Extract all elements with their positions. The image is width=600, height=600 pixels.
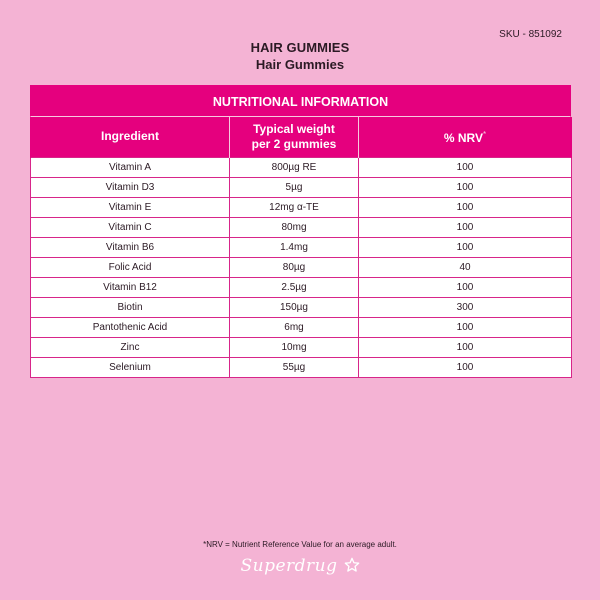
header-weight-line1: Typical weight xyxy=(253,121,335,136)
cell-nrv: 100 xyxy=(359,337,572,357)
sku-label: SKU - 851092 xyxy=(499,29,562,40)
table-row xyxy=(31,157,572,177)
cell-weight: 6mg xyxy=(230,317,359,337)
cell-weight: 800µg RE xyxy=(230,157,359,177)
table-row xyxy=(31,357,572,377)
cell-weight: 150µg xyxy=(230,297,359,317)
cell-nrv: 100 xyxy=(359,277,572,297)
header-ingredient: Ingredient xyxy=(31,117,230,157)
cell-weight: 1.4mg xyxy=(230,237,359,257)
product-title-upper: HAIR GUMMIES xyxy=(250,40,350,55)
brand-logo xyxy=(0,556,600,578)
brand-name: Superdrug xyxy=(240,556,338,576)
cell-ingredient: Zinc xyxy=(31,337,230,357)
cell-nrv: 100 xyxy=(359,197,572,217)
cell-ingredient: Vitamin E xyxy=(31,197,230,217)
header-weight-line2: per 2 gummies xyxy=(251,136,337,151)
cell-weight: 12mg α-TE xyxy=(230,197,359,217)
header-weight xyxy=(230,117,359,157)
product-titles xyxy=(0,40,600,73)
cell-ingredient: Pantothenic Acid xyxy=(31,317,230,337)
cell-weight: 55µg xyxy=(230,357,359,377)
table-row xyxy=(31,177,572,197)
table-title: NUTRITIONAL INFORMATION xyxy=(30,85,571,117)
table-row xyxy=(31,257,572,277)
cell-weight: 10mg xyxy=(230,337,359,357)
cell-ingredient: Vitamin D3 xyxy=(31,177,230,197)
table-row xyxy=(31,277,572,297)
cell-nrv: 100 xyxy=(359,177,572,197)
cell-weight: 80µg xyxy=(230,257,359,277)
header-nrv xyxy=(359,117,572,157)
header-nrv-label: % NRV xyxy=(443,131,483,146)
table-header-row xyxy=(31,117,572,157)
table-row xyxy=(31,197,572,217)
cell-weight: 5µg xyxy=(230,177,359,197)
table-row xyxy=(31,217,572,237)
nrv-asterisk: * xyxy=(483,130,487,140)
cell-ingredient: Vitamin B12 xyxy=(31,277,230,297)
nrv-footnote: *NRV = Nutrient Reference Value for an average adult. xyxy=(203,540,397,549)
cell-nrv: 40 xyxy=(359,257,572,277)
cell-ingredient: Folic Acid xyxy=(31,257,230,277)
cell-nrv: 100 xyxy=(359,217,572,237)
table-row xyxy=(31,297,572,317)
cell-ingredient: Biotin xyxy=(31,297,230,317)
cell-weight: 80mg xyxy=(230,217,359,237)
cell-weight: 2.5µg xyxy=(230,277,359,297)
cell-nrv: 300 xyxy=(359,297,572,317)
cell-nrv: 100 xyxy=(359,317,572,337)
cell-nrv: 100 xyxy=(359,357,572,377)
cell-ingredient: Selenium xyxy=(31,357,230,377)
cell-ingredient: Vitamin C xyxy=(31,217,230,237)
table-row xyxy=(31,237,572,257)
star-outline-icon xyxy=(344,557,360,578)
cell-ingredient: Vitamin B6 xyxy=(31,237,230,257)
cell-nrv: 100 xyxy=(359,157,572,177)
product-title: Hair Gummies xyxy=(255,57,345,72)
cell-nrv: 100 xyxy=(359,237,572,257)
cell-ingredient: Vitamin A xyxy=(31,157,230,177)
table-row xyxy=(31,317,572,337)
table-row xyxy=(31,337,572,357)
nutrition-table xyxy=(30,85,571,378)
